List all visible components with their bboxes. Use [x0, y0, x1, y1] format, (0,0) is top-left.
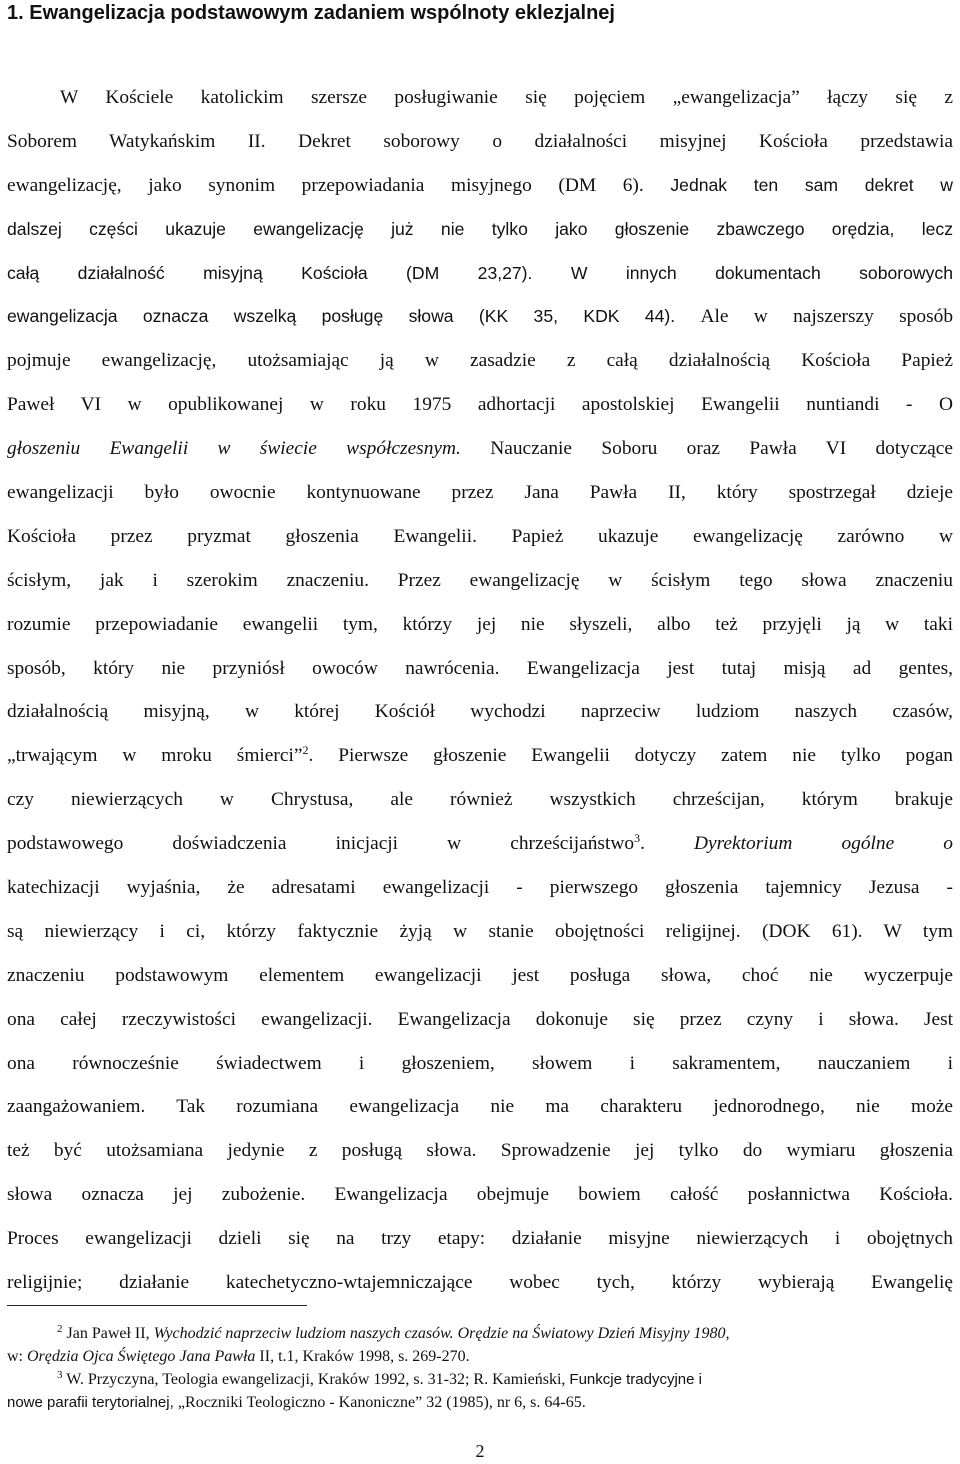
text-line: rozumie przepowiadanie ewangelii tym, którzy jej nie słyszeli, albo też przyjęli ją w taki	[7, 613, 953, 635]
footnote-text: „Roczniki Teologiczno - Kanoniczne” 32 (1985), nr 6, s. 64-65.	[177, 1394, 586, 1411]
text-segment: ewangelizację, jako synonim przepowiadania misyjnego (DM 6).	[7, 174, 644, 196]
footnote-text: w:	[7, 1348, 27, 1365]
text-line: słowa oznacza jej zubożenie. Ewangelizacja obejmuje bowiem całość posłannictwa Kościoła.	[7, 1184, 953, 1206]
text-line	[7, 295, 953, 339]
footnote-ref-2[interactable]: 2	[302, 743, 309, 758]
footnote-title: Orędzia Ojca Świętego Jana Pawła	[27, 1348, 256, 1365]
text-line: są niewierzący i ci, którzy faktycznie żyją w stanie obojętności religijnej. (DOK 61). W tym	[7, 920, 953, 942]
text-segment: całą działalność misyjną Kościoła (DM 23,27).	[7, 262, 533, 283]
footnote-number: 3	[57, 1369, 63, 1381]
text-line: ścisłym, jak i szerokim znaczeniu. Przez ewangelizację w ścisłym tego słowa znaczeniu	[7, 569, 953, 591]
text-line: zaangażowaniem. Tak rozumiana ewangelizacja nie ma charakteru jednorodnego, nie może	[7, 1096, 953, 1118]
footnotes	[7, 1322, 953, 1414]
footnote-title: Wychodzić naprzeciw ludziom naszych czasów. Orędzie na Światowy Dzień Misyjny 1980,	[153, 1325, 730, 1342]
text-line: ona równocześnie świadectwem i głoszeniem, słowem i sakramentem, nauczaniem i	[7, 1052, 953, 1074]
text-line: też być utożsamiana jedynie z posługą słowa. Sprowadzenie jej tylko do wymiaru głoszenia	[7, 1140, 953, 1162]
footnote-text: Funkcje tradycyjne i	[569, 1371, 702, 1388]
body-paragraph	[7, 76, 953, 1305]
footnote-ref-3[interactable]: 3	[634, 831, 641, 846]
text-line: sposób, który nie przyniósł owoców nawrócenia. Ewangelizacja jest tutaj misją ad gentes,	[7, 657, 953, 679]
footnote-2-continued	[7, 1345, 953, 1368]
text-line: znaczeniu podstawowym elementem ewangelizacji jest posługa słowa, choć nie wyczerpuje	[7, 964, 953, 986]
text-line: pojmuje ewangelizację, utożsamiając ją w zasadzie z całą działalnością Kościoła Papież	[7, 350, 953, 372]
italic-title: Dyrektorium ogólne o	[694, 833, 953, 855]
text-segment: Ale w najszerszy sposób	[700, 306, 954, 328]
text-line: ona całej rzeczywistości ewangelizacji. Ewangelizacja dokonuje się przez czyny i słowa. Jest	[7, 1008, 953, 1030]
text-line	[7, 734, 953, 778]
text-line: katechizacji wyjaśnia, że adresatami ewangelizacji - pierwszego głoszenia tajemnicy Jezusa -	[7, 877, 953, 899]
text-line	[7, 427, 953, 471]
footnote-text: W. Przyczyna, Teologia ewangelizacji, Kraków 1992, s. 31-32; R. Kamieński,	[62, 1371, 570, 1388]
section-heading: 1. Ewangelizacja podstawowym zadaniem wspólnoty eklezjalnej	[7, 2, 615, 24]
text-line	[7, 252, 953, 296]
text-segment: Nauczanie Soboru oraz Pawła VI dotyczące	[490, 438, 953, 460]
text-line: ewangelizacji było owocnie kontynuowane przez Jana Pawła II, który spostrzegał dzieje	[7, 482, 953, 504]
text-segment: Jednak ten sam dekret w	[670, 174, 953, 195]
text-line: dalszej części ukazuje ewangelizację już nie tylko jako głoszenie zbawczego orędzia, lecz	[7, 218, 953, 239]
text-line	[7, 164, 953, 208]
footnote-3	[7, 1368, 953, 1391]
footnote-divider	[7, 1305, 307, 1306]
text-segment: W innych dokumentach soborowych	[570, 262, 954, 283]
footnote-number: 2	[57, 1323, 63, 1335]
text-segment: .	[640, 833, 694, 855]
footnote-2	[7, 1322, 953, 1345]
footnote-text: nowe parafii terytorialnej,	[7, 1394, 178, 1411]
italic-title: głoszeniu Ewangelii w świecie współczesnym.	[7, 438, 461, 460]
text-line: czy niewierzących w Chrystusa, ale również wszystkich chrześcijan, którym brakuje	[7, 789, 953, 811]
text-line: Soborem Watykańskim II. Dekret soborowy o działalności misyjnej Kościoła przedstawia	[7, 130, 953, 152]
text-line: działalnością misyjną, w której Kościół wychodzi naprzeciw ludziom naszych czasów,	[7, 701, 953, 723]
text-line: Kościoła przez pryzmat głoszenia Ewangelii. Papież ukazuje ewangelizację zarówno w	[7, 525, 953, 547]
page-number: 2	[475, 1441, 485, 1461]
text-segment: ewangelizacja oznacza wszelką posługę słowa (KK 35, KDK 44).	[7, 306, 676, 327]
text-line: Paweł VI w opublikowanej w roku 1975 adhortacji apostolskiej Ewangelii nuntiandi - O	[7, 394, 953, 416]
footnote-text: Jan Paweł II,	[62, 1325, 154, 1342]
footnote-text: II, t.1, Kraków 1998, s. 269-270.	[255, 1348, 470, 1365]
text-line: W Kościele katolickim szersze posługiwanie się pojęciem „ewangelizacja” łączy się z	[60, 87, 953, 108]
footnote-3-continued	[7, 1391, 953, 1414]
text-line: Proces ewangelizacji dzieli się na trzy etapy: działanie misyjne niewierzących i obojętnych	[7, 1228, 953, 1250]
text-line: religijnie; działanie katechetyczno-wtajemniczające wobec tych, którzy wybierają Ewangelię	[7, 1272, 953, 1294]
text-line	[7, 822, 953, 866]
text-segment: . Pierwsze głoszenie Ewangelii dotyczy zatem nie tylko pogan	[308, 745, 953, 767]
text-segment: podstawowego doświadczenia inicjacji w chrześcijaństwo	[7, 833, 635, 855]
text-segment: „trwającym w mroku śmierci”	[7, 745, 303, 767]
